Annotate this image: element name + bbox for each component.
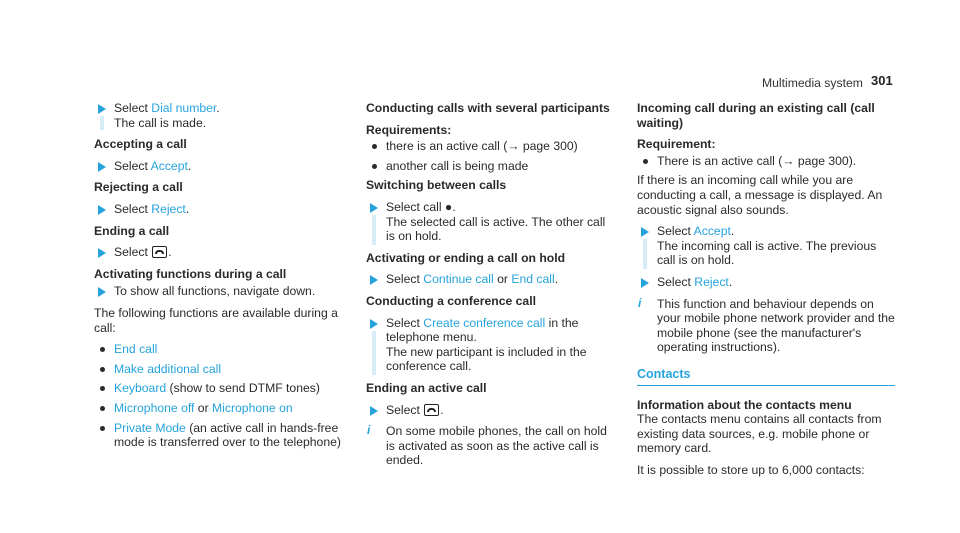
list-item: There is an active call (→ page 300). [637, 154, 895, 169]
call-waiting-heading: Incoming call during an existing call (call waiting) [637, 101, 875, 130]
phone-handset-icon [424, 404, 439, 416]
list-item [94, 342, 344, 357]
column-2 [366, 101, 616, 475]
list-item: Microphone off or Microphone on [94, 401, 344, 416]
activating-functions-heading: Activating functions during a call [94, 266, 287, 281]
rejecting-heading: Rejecting a call [94, 180, 183, 195]
hold-heading: Activating or ending a call on hold [366, 250, 566, 265]
microphone-on-link[interactable]: Microphone on [212, 400, 293, 415]
store-contacts-text: It is possible to store up to 6,000 contacts: [637, 462, 865, 477]
accept-link[interactable]: Accept [150, 158, 188, 173]
accept-link[interactable]: Accept [693, 224, 731, 239]
arrow-right-icon [641, 227, 649, 237]
step-bar [372, 215, 376, 245]
step-accept: Select Accept. [94, 159, 344, 174]
accepting-heading: Accepting a call [94, 137, 187, 152]
list-item [94, 362, 344, 377]
step-reject: Select Reject. [94, 202, 344, 217]
several-participants-heading: Conducting calls with several participants [366, 101, 610, 115]
step-end-call: Select . [94, 245, 344, 260]
arrow-right-icon [641, 278, 649, 288]
create-conference-call-link[interactable]: Create conference call [423, 315, 546, 330]
end-call-link[interactable]: End call [511, 272, 555, 287]
arrow-right-icon [370, 275, 378, 285]
step-bar [100, 116, 104, 130]
step-conference: Select Create conference call in the telephone menu. The new participant is included in the conference call. [366, 316, 616, 374]
private-mode-link[interactable]: Private Mode [114, 420, 186, 435]
info-note: i On some mobile phones, the call on hold is activated as soon as the active call is ended. [367, 423, 607, 468]
arrow-right-icon [370, 319, 378, 329]
step-accept-waiting: Select Accept. The incoming call is active. The previous call is on hold. [637, 224, 895, 268]
requirements-heading: Requirements: [366, 122, 452, 137]
step-dial-number: Select Dial number. The call is made. [94, 101, 344, 130]
arrow-right-icon [98, 248, 106, 258]
page-number: 301 [871, 73, 893, 88]
dial-number-link[interactable]: Dial number [151, 101, 217, 115]
step-show-functions: To show all functions, navigate down. [94, 284, 344, 299]
list-item: another call is being made [366, 159, 616, 174]
keyboard-link[interactable]: Keyboard [114, 381, 167, 396]
info-icon: i [367, 423, 371, 438]
list-item: Keyboard (show to send DTMF tones) [94, 381, 344, 396]
step-end-active: Select . [366, 403, 616, 418]
list-item: Private Mode (an active call in hands-free mode is transferred over to the telephone) [94, 421, 344, 450]
make-additional-call-link[interactable]: Make additional call [114, 361, 222, 376]
step-continue-end: Select Continue call or End call. [366, 272, 616, 287]
end-call-link[interactable]: End call [114, 342, 158, 357]
reject-link[interactable]: Reject [151, 201, 186, 216]
call-made-text: The call is made. [114, 115, 207, 130]
arrow-right-icon [98, 205, 106, 215]
arrow-right-icon [98, 162, 106, 172]
reject-link[interactable]: Reject [694, 274, 729, 289]
step-bar [372, 331, 376, 375]
ending-active-heading: Ending an active call [366, 380, 487, 395]
switching-heading: Switching between calls [366, 178, 507, 193]
step-bar [643, 239, 647, 269]
contacts-info-heading: Information about the contacts menu [637, 397, 852, 412]
contacts-info-text: The contacts menu contains all contacts from existing data sources, e.g. mobile phone or memory card. [637, 412, 882, 456]
column-1 [94, 101, 344, 455]
step-reject-waiting: Select Reject. [637, 275, 895, 290]
incoming-call-text: If there is an incoming call while you are conducting a call, a message is displayed. An acoustic signal also sounds. [637, 173, 883, 217]
following-functions-text: The following functions are available during a call: [94, 305, 338, 335]
ending-heading: Ending a call [94, 223, 170, 238]
step-select-call: Select call ●. The selected call is active. The other call is on hold. [366, 200, 616, 244]
page-header-title: Multimedia system [762, 76, 863, 90]
list-item: there is an active call (→ page 300) [366, 139, 616, 154]
arrow-right-icon [370, 406, 378, 416]
info-note: i This function and behaviour depends on your mobile phone network provider and the mobile phone (see the manufacturer's operating instructions). [638, 295, 895, 355]
microphone-off-link[interactable]: Microphone off [114, 400, 195, 415]
arrow-right-icon [98, 287, 106, 297]
requirement-heading: Requirement: [637, 137, 716, 152]
conference-heading: Conducting a conference call [366, 293, 536, 308]
column-3 [637, 101, 895, 484]
section-title-contacts: Contacts [637, 367, 895, 386]
phone-handset-icon [152, 246, 167, 258]
info-icon: i [638, 295, 642, 310]
arrow-right-icon [370, 203, 378, 213]
continue-call-link[interactable]: Continue call [423, 272, 494, 287]
arrow-right-icon [98, 104, 106, 114]
